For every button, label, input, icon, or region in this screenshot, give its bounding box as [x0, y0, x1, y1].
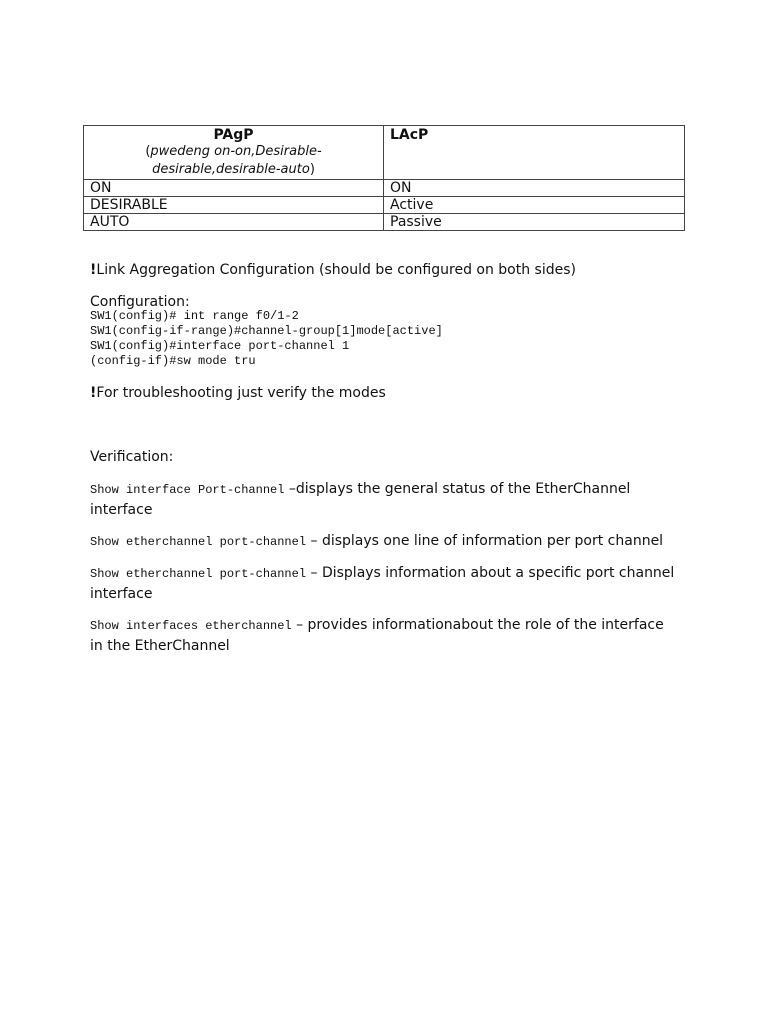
table-row [84, 180, 685, 197]
config-line: SW1(config)#interface port-channel 1 [90, 339, 350, 353]
config-line: (config-if)#sw mode tru [90, 354, 256, 368]
verification-description: – provides informationabout the role of the interface in the EtherChannel [90, 617, 664, 654]
pagp-header-cell [84, 126, 384, 180]
verification-heading: Verification: [90, 449, 174, 465]
pagp-subtitle-italic: pwedeng on-on,Desirable-desirable,desirable-auto [150, 144, 322, 177]
lacp-header-cell [384, 126, 685, 180]
verification-description: –displays the general status of the EtherChannel interface [90, 481, 631, 518]
modes-table [83, 125, 685, 231]
pagp-title: PAgP [213, 127, 254, 143]
configuration-label: Configuration: [90, 294, 190, 310]
table-cell-lacp: Active [384, 197, 685, 214]
table-row [84, 214, 685, 231]
table-row [84, 197, 685, 214]
verification-command: Show etherchannel port-channel [90, 567, 307, 581]
configuration-section [90, 292, 680, 369]
note-text: Link Aggregation Configuration (should be configured on both sides) [96, 262, 576, 278]
verification-command: Show interface Port-channel [90, 483, 285, 497]
verification-command: Show interfaces etherchannel [90, 619, 292, 633]
config-line: SW1(config)# int range f0/1-2 [90, 309, 299, 323]
table-cell-lacp: Passive [384, 214, 685, 231]
pagp-subtitle: (pwedeng on-on,Desirable-desirable,desirable-auto) [145, 144, 322, 177]
table-cell-lacp: ON [384, 180, 685, 197]
table-header-row [84, 126, 685, 180]
note-bang: ! [90, 385, 97, 401]
link-aggregation-note [90, 260, 680, 280]
verification-item [90, 615, 680, 656]
verification-item [90, 563, 680, 604]
verification-item [90, 531, 680, 552]
table-cell-pagp: AUTO [84, 214, 384, 231]
verification-command: Show etherchannel port-channel [90, 535, 307, 549]
note-text: For troubleshooting just verify the modes [96, 385, 386, 401]
verification-item [90, 479, 680, 520]
config-code-block [90, 309, 680, 369]
config-line: SW1(config-if-range)#channel-group[1]mode[active] [90, 324, 443, 338]
note-bang: ! [90, 262, 97, 278]
troubleshooting-note [90, 383, 680, 403]
table-cell-pagp: DESIRABLE [84, 197, 384, 214]
lacp-title: LAcP [390, 127, 429, 143]
table-cell-pagp: ON [84, 180, 384, 197]
verification-description: – displays one line of information per port channel [306, 533, 664, 549]
verification-description: – Displays information about a specific port channel interface [90, 565, 675, 602]
verification-label [90, 447, 680, 467]
